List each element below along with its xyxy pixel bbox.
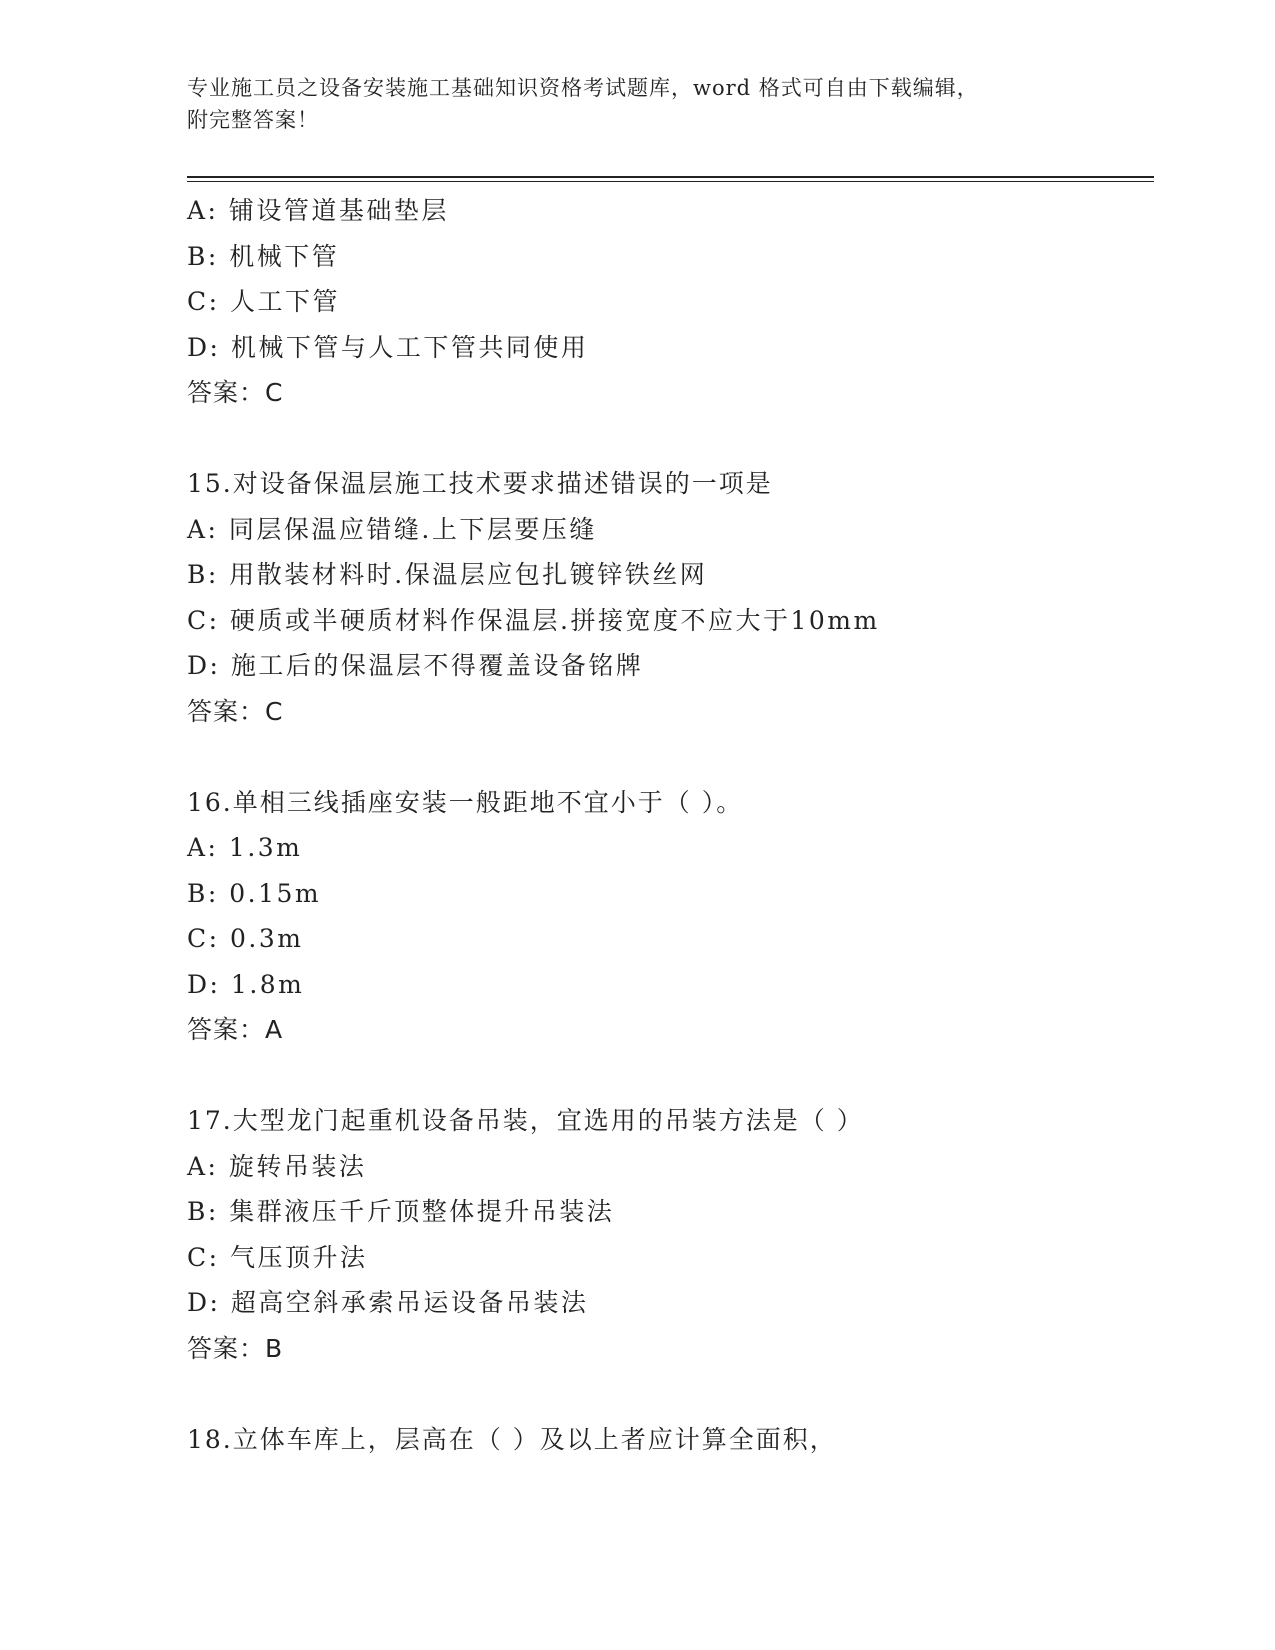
option-c: C: 硬质或半硬质材料作保温层.拼接宽度不应大于10mm [187, 605, 880, 635]
header-line-1: 专业施工员之设备安装施工基础知识资格考试题库，word 格式可自由下载编辑， [187, 76, 979, 100]
option-d: D: 机械下管与人工下管共同使用 [187, 332, 589, 362]
question-title: 16.单相三线插座安装一般距地不宜小于（ ）。 [187, 787, 744, 817]
spacer [187, 416, 1154, 462]
question-list [187, 188, 1154, 1462]
option-c: C: 0.3m [187, 924, 304, 953]
header-line-2: 附完整答案！ [187, 108, 319, 132]
option-c: C: 气压顶升法 [187, 1242, 368, 1272]
option-b: B: 集群液压千斤顶整体提升吊装法 [187, 1197, 615, 1226]
answer: 答案：A [187, 1015, 284, 1044]
option-b: B: 0.15m [187, 878, 322, 908]
option-d: D: 施工后的保温层不得覆盖设备铭牌 [187, 651, 644, 680]
question-18 [187, 1417, 1154, 1463]
question-14 [187, 188, 1154, 416]
spacer [187, 734, 1154, 780]
option-a: A: 同层保温应错缝.上下层要压缝 [187, 514, 597, 544]
question-16 [187, 780, 1154, 1053]
option-a: A: 旋转吊装法 [187, 1151, 367, 1181]
option-b: B: 机械下管 [187, 241, 340, 271]
answer: 答案：C [187, 378, 284, 407]
option-b: B: 用散装材料时.保温层应包扎镀锌铁丝网 [187, 560, 708, 589]
option-d: D: 1.8m [187, 969, 305, 999]
spacer [187, 1371, 1154, 1417]
spacer [187, 1053, 1154, 1099]
option-a: A: 铺设管道基础垫层 [187, 196, 449, 225]
question-15 [187, 461, 1154, 734]
question-title: 15.对设备保温层施工技术要求描述错误的一项是 [187, 469, 773, 498]
option-a: A: 1.3m [187, 833, 303, 862]
question-title: 17.大型龙门起重机设备吊装，宜选用的吊装方法是（ ） [187, 1106, 864, 1135]
question-17 [187, 1098, 1154, 1371]
option-d: D: 超高空斜承索吊运设备吊装法 [187, 1288, 589, 1317]
header-divider-thick [187, 176, 1154, 178]
answer: 答案：C [187, 696, 284, 726]
header-divider-thin [187, 181, 1154, 182]
option-c: C: 人工下管 [187, 287, 340, 316]
document-header [187, 72, 1087, 136]
question-title: 18.立体车库上，层高在（ ）及以上者应计算全面积， [187, 1424, 837, 1454]
answer: 答案：B [187, 1333, 284, 1363]
